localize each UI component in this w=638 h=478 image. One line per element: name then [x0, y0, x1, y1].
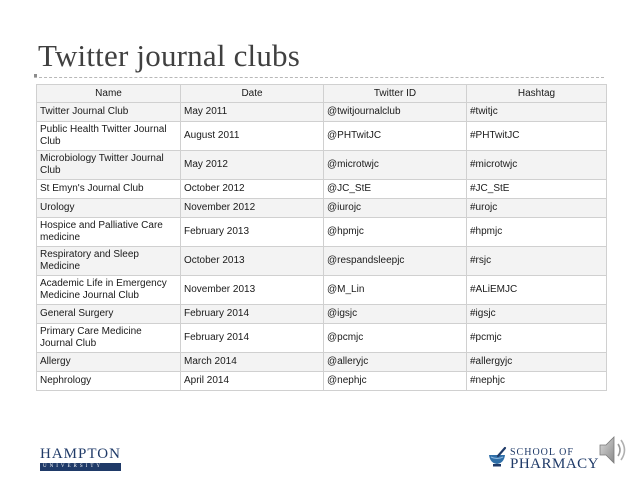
pharmacy-logo-top: SCHOOL OF [510, 447, 574, 458]
cell-twitter-id: @alleryjc [324, 353, 467, 372]
cell-date: November 2012 [181, 199, 324, 218]
cell-hashtag: #urojc [467, 199, 607, 218]
title-divider [34, 77, 604, 78]
cell-date: May 2011 [181, 103, 324, 122]
cell-twitter-id: @PHTwitJC [324, 122, 467, 151]
cell-name: Primary Care Medicine Journal Club [37, 324, 181, 353]
journal-clubs-table [36, 84, 607, 391]
cell-hashtag: #hpmjc [467, 218, 607, 247]
cell-name: Respiratory and Sleep Medicine [37, 247, 181, 276]
table-row [37, 103, 607, 122]
cell-hashtag: #pcmjc [467, 324, 607, 353]
cell-twitter-id: @igsjc [324, 305, 467, 324]
hampton-logo-subtitle: UNIVERSITY [40, 463, 121, 471]
table-row [37, 180, 607, 199]
cell-hashtag: #PHTwitJC [467, 122, 607, 151]
cell-twitter-id: @nephjc [324, 372, 467, 391]
cell-hashtag: #JC_StE [467, 180, 607, 199]
cell-hashtag: #rsjc [467, 247, 607, 276]
cell-hashtag: #ALiEMJC [467, 276, 607, 305]
cell-hashtag: #allergyjc [467, 353, 607, 372]
cell-twitter-id: @twitjournalclub [324, 103, 467, 122]
table-header-row [37, 85, 607, 103]
cell-date: October 2013 [181, 247, 324, 276]
cell-date: May 2012 [181, 151, 324, 180]
cell-twitter-id: @respandsleepjc [324, 247, 467, 276]
table-row [37, 372, 607, 391]
school-of-pharmacy-logo [486, 442, 600, 472]
hampton-university-logo [40, 447, 121, 471]
table-row [37, 151, 607, 180]
cell-twitter-id: @hpmjc [324, 218, 467, 247]
cell-date: October 2012 [181, 180, 324, 199]
speaker-icon[interactable] [598, 432, 630, 468]
cell-name: Urology [37, 199, 181, 218]
slide-title: Twitter journal clubs [38, 38, 301, 73]
cell-name: Hospice and Palliative Care medicine [37, 218, 181, 247]
cell-name: Academic Life in Emergency Medicine Journal Club [37, 276, 181, 305]
cell-hashtag: #microtwjc [467, 151, 607, 180]
cell-date: March 2014 [181, 353, 324, 372]
table-row [37, 122, 607, 151]
header-name: Name [37, 85, 181, 103]
cell-date: February 2013 [181, 218, 324, 247]
cell-twitter-id: @pcmjc [324, 324, 467, 353]
header-twitter-id: Twitter ID [324, 85, 467, 103]
header-date: Date [181, 85, 324, 103]
mortar-pestle-icon [486, 446, 508, 468]
table-row [37, 324, 607, 353]
cell-date: November 2013 [181, 276, 324, 305]
cell-name: Nephrology [37, 372, 181, 391]
cell-date: August 2011 [181, 122, 324, 151]
cell-name: Microbiology Twitter Journal Club [37, 151, 181, 180]
hampton-logo-name: HAMPTON [40, 446, 121, 462]
table-row [37, 199, 607, 218]
table-row [37, 353, 607, 372]
cell-hashtag: #nephjc [467, 372, 607, 391]
pharmacy-logo-bottom: PHARMACY [510, 456, 600, 472]
table-row [37, 247, 607, 276]
cell-twitter-id: @M_Lin [324, 276, 467, 305]
cell-date: February 2014 [181, 305, 324, 324]
cell-twitter-id: @iurojc [324, 199, 467, 218]
cell-date: February 2014 [181, 324, 324, 353]
header-hashtag: Hashtag [467, 85, 607, 103]
cell-date: April 2014 [181, 372, 324, 391]
cell-name: Twitter Journal Club [37, 103, 181, 122]
cell-name: St Emyn's Journal Club [37, 180, 181, 199]
table-row [37, 276, 607, 305]
cell-name: Allergy [37, 353, 181, 372]
cell-name: Public Health Twitter Journal Club [37, 122, 181, 151]
cell-twitter-id: @JC_StE [324, 180, 467, 199]
cell-twitter-id: @microtwjc [324, 151, 467, 180]
table-row [37, 305, 607, 324]
cell-hashtag: #twitjc [467, 103, 607, 122]
table-row [37, 218, 607, 247]
cell-hashtag: #igsjc [467, 305, 607, 324]
cell-name: General Surgery [37, 305, 181, 324]
